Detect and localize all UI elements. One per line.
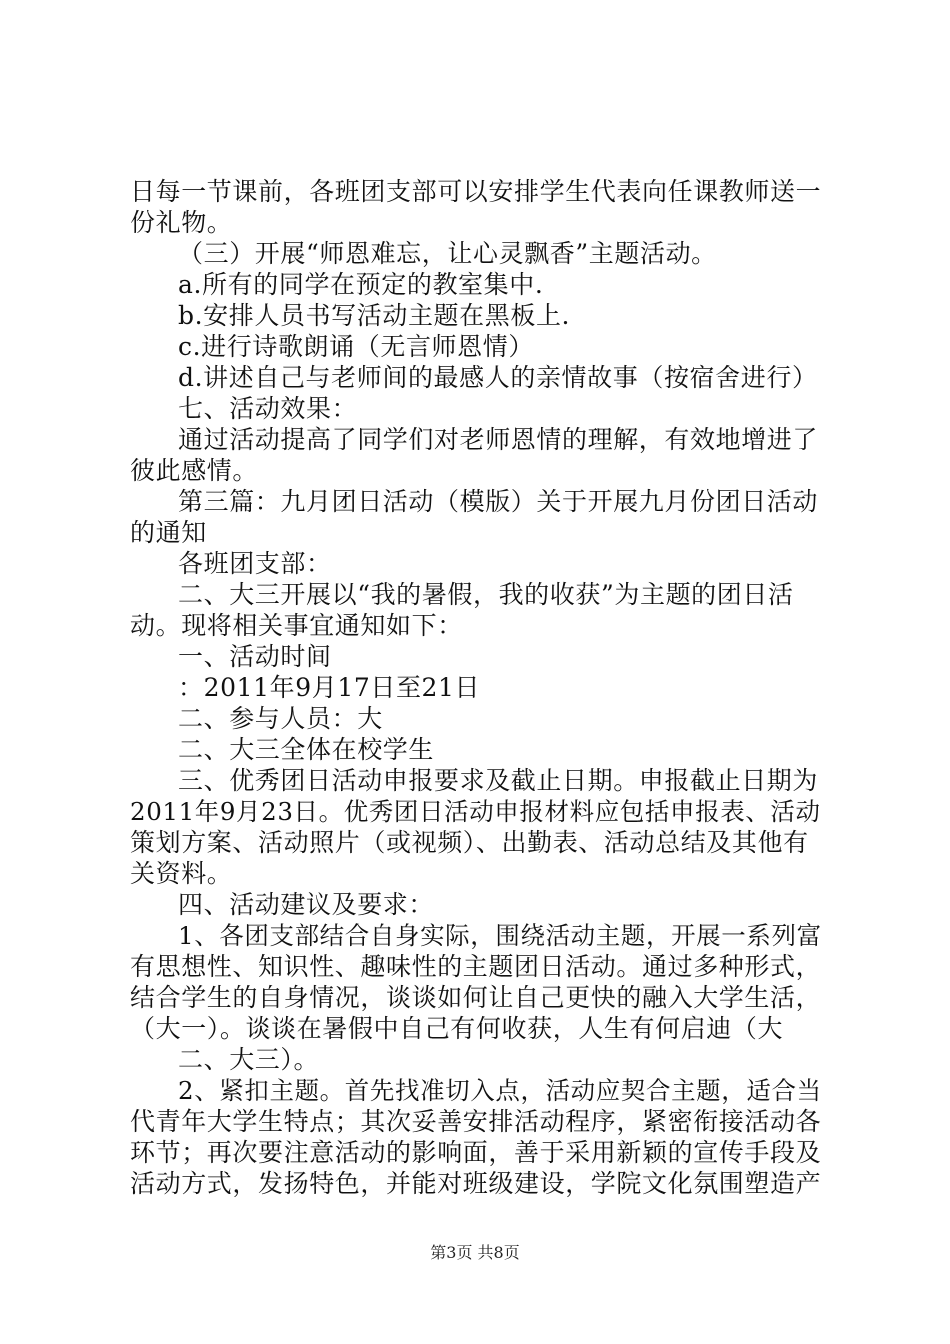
body-line: 2、紧扣主题。首先找准切入点，活动应契合主题，适合当 [178, 1076, 822, 1105]
body-line: 结合学生的自身情况，谈谈如何让自己更快的融入大学生活， [130, 983, 822, 1012]
body-line: 环节；再次要注意活动的影响面，善于采用新颖的宣传手段及 [130, 1138, 822, 1167]
body-line: 通过活动提高了同学们对老师恩情的理解，有效地增进了 [178, 425, 819, 454]
body-line: d.讲述自己与老师间的最感人的亲情故事（按宿舍进行） [178, 363, 818, 392]
body-line: 二、大三）。 [178, 1045, 320, 1074]
body-line: 各班团支部： [178, 549, 332, 578]
body-line: 一、活动时间 [178, 642, 332, 671]
body-line: 七、活动效果： [178, 394, 358, 423]
body-line: 二、大三开展以“我的暑假，我的收获”为主题的团日活 [178, 580, 794, 609]
body-line: 2011年9月23日。优秀团日活动申报材料应包括申报表、活动 [130, 797, 821, 826]
body-line: 策划方案、活动照片（或视频）、出勤表、活动总结及其他有 [130, 828, 809, 857]
body-line: 代青年大学生特点；其次妥善安排活动程序，紧密衔接活动各 [130, 1107, 822, 1136]
body-line: a.所有的同学在预定的教室集中. [178, 270, 544, 299]
body-line: c.进行诗歌朗诵（无言师恩情） [178, 332, 534, 361]
body-line: 第三篇：九月团日活动（模版）关于开展九月份团日活动 [178, 487, 819, 516]
body-line: 三、优秀团日活动申报要求及截止日期。申报截止日期为 [178, 766, 819, 795]
body-line: 二、参与人员：大 [178, 704, 383, 733]
body-line: 四、活动建议及要求： [178, 890, 435, 919]
page-footer: 第3页 共8页 [430, 1243, 520, 1262]
body-line: （大一）。谈谈在暑假中自己有何收获，人生有何启迪（大 [130, 1014, 784, 1043]
body-line: b.安排人员书写活动主题在黑板上. [178, 301, 571, 330]
body-line: ：2011年9月17日至21日 [178, 673, 481, 702]
body-line: 份礼物。 [130, 208, 233, 237]
document-body [130, 176, 830, 1199]
body-line: 关资料。 [130, 859, 233, 888]
body-line: 有思想性、知识性、趣味性的主题团日活动。通过多种形式， [130, 952, 822, 981]
body-line: 彼此感情。 [130, 456, 259, 485]
body-line: 日每一节课前，各班团支部可以安排学生代表向任课教师送一 [130, 177, 822, 206]
body-line: （三）开展“师恩难忘，让心灵飘香”主题活动。 [178, 239, 717, 268]
body-line: 动。现将相关事宜通知如下： [130, 611, 463, 640]
body-line: 1、各团支部结合自身实际，围绕活动主题，开展一系列富 [178, 921, 822, 950]
body-line: 的通知 [130, 518, 207, 547]
body-line: 二、大三全体在校学生 [178, 735, 435, 764]
body-line: 活动方式，发扬特色，并能对班级建设，学院文化氛围塑造产 [130, 1169, 822, 1198]
